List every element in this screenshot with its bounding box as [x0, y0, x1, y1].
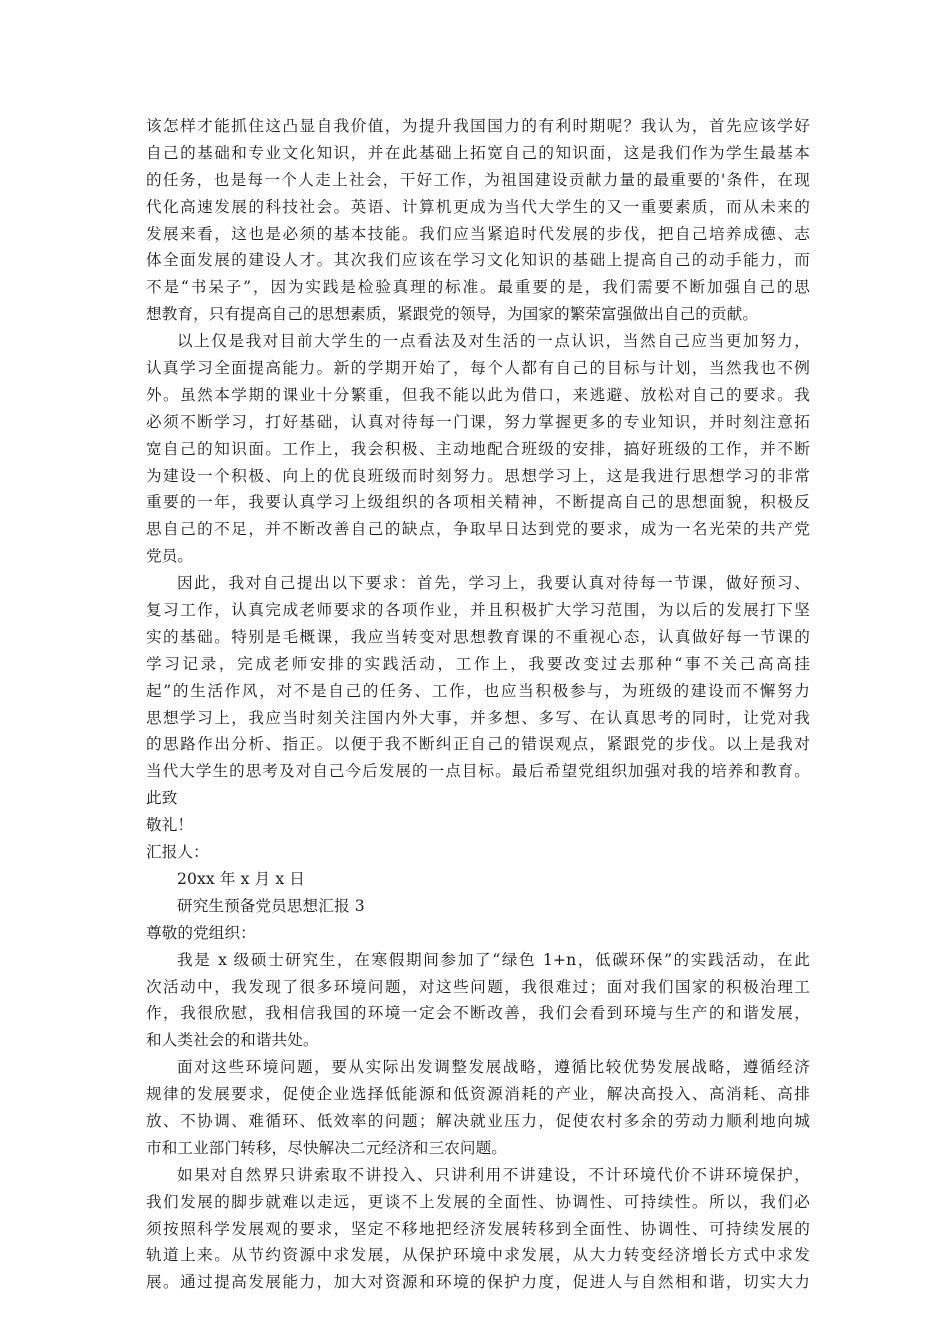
text-line: 认真学习全面提高能力。新的学期开始了，每个人都有自己的目标与计划，当然我也不例 — [146, 359, 810, 378]
text-line: 外。虽然本学期的课业十分繁重，但我不能以此为借口，来逃避、放松对自己的要求。我 — [146, 385, 810, 404]
text-line: 作，我很欣慰，我相信我国的环境一定会不断改善，我们会看到环境与生产的和谐发展， — [146, 1004, 810, 1023]
text-line: 次活动中，我发现了很多环境问题，对这些问题，我很难过；面对我们国家的积极治理工 — [146, 977, 810, 996]
text-line: 敬礼！ — [146, 816, 194, 835]
text-line: 不是“书呆子”，因为实践是检验真理的标准。最重要的是，我们需要不断加强自己的思 — [146, 278, 810, 297]
document-page — [146, 113, 810, 1296]
text-line: 轨道上来。从节约资源中求发展，从保护环境中求发展，从大力转变经济增长方式中求发 — [146, 1246, 810, 1265]
text-line: 宽自己的知识面。工作上，我会积极、主动地配合班级的安排，搞好班级的工作，并不断 — [146, 439, 810, 458]
text-line: 当代大学生的思考及对自己今后发展的一点目标。最后希望党组织加强对我的培养和教育。 — [146, 762, 810, 781]
text-line: 因此，我对自己提出以下要求：首先，学习上，我要认真对待每一节课，做好预习、 — [177, 574, 810, 593]
text-line: 尊敬的党组织： — [146, 923, 256, 942]
text-line: 以上仅是我对目前大学生的一点看法及对生活的一点认识，当然自己应当更加努力， — [177, 332, 810, 351]
text-line: 起”的生活作风，对不是自己的任务、工作，也应当积极参与，为班级的建设而不懈努力 — [146, 681, 810, 700]
text-line: 20xx 年 x 月 x 日 — [177, 869, 305, 888]
text-line: 和人类社会的和谐共处。 — [146, 1031, 319, 1050]
text-line: 的任务，也是每一个人走上社会，干好工作，为祖国建设贡献力量的最重要的'条件，在现 — [146, 170, 810, 189]
text-line: 我们发展的脚步就难以走远，更谈不上发展的全面性、协调性、可持续性。所以，我们必 — [146, 1192, 810, 1211]
text-line: 发展来看，这也是必须的基本技能。我们应当紧追时代发展的步伐，把自己培养成德、志 — [146, 224, 810, 243]
text-line: 的思路作出分析、指正。以便于我不断纠正自己的错误观点，紧跟党的步伐。以上是我对 — [146, 735, 810, 754]
text-line: 为建设一个积极、向上的优良班级而时刻努力。思想学习上，这是我进行思想学习的非常 — [146, 466, 810, 485]
text-line: 思自己的不足，并不断改善自己的缺点，争取早日达到党的要求，成为一名光荣的共产党 — [146, 520, 810, 539]
text-line: 面对这些环境问题，要从实际出发调整发展战略，遵循比较优势发展战略，遵循经济 — [177, 1058, 810, 1077]
text-line: 必须不断学习，打好基础，认真对待每一门课，努力掌握更多的专业知识，并时刻注意拓 — [146, 412, 810, 431]
text-line: 体全面发展的建设人才。其次我们应该在学习文化知识的基础上提高自己的动手能力，而 — [146, 251, 810, 270]
text-line: 想教育，只有提高自己的思想素质，紧跟党的领导，为国家的繁荣富强做出自己的贡献。 — [146, 305, 759, 324]
text-line: 重要的一年，我要认真学习上级组织的各项相关精神，不断提高自己的思想面貌，积极反 — [146, 493, 810, 512]
text-line: 此致 — [146, 789, 178, 808]
text-line: 须按照科学发展观的要求，坚定不移地把经济发展转移到全面性、协调性、可持续发展的 — [146, 1219, 810, 1238]
text-line: 研究生预备党员思想汇报 3 — [177, 896, 365, 915]
text-line: 实的基础。特别是毛概课，我应当转变对思想教育课的不重视心态，认真做好每一节课的 — [146, 627, 810, 646]
text-line: 汇报人： — [146, 843, 209, 862]
text-line: 我是 x 级硕士研究生，在寒假期间参加了“绿色 1+n，低碳环保”的实践活动，在此 — [177, 950, 810, 969]
text-line: 如果对自然界只讲索取不讲投入、只讲利用不讲建设，不计环境代价不讲环境保护， — [177, 1165, 810, 1184]
text-line: 代化高速发展的科技社会。英语、计算机更成为当代大学生的又一重要素质，而从未来的 — [146, 197, 810, 216]
text-line: 展。通过提高发展能力，加大对资源和环境的保护力度，促进人与自然相和谐，切实大力 — [146, 1273, 810, 1292]
text-line: 党员。 — [146, 547, 194, 566]
text-line: 该怎样才能抓住这凸显自我价值，为提升我国国力的有利时期呢？我认为，首先应该学好 — [146, 117, 810, 135]
text-line: 自己的基础和专业文化知识，并在此基础上拓宽自己的知识面，这是我们作为学生最基本 — [146, 143, 810, 162]
text-line: 放、不协调、难循环、低效率的问题；解决就业压力，促使农村多余的劳动力顺利地向城 — [146, 1111, 810, 1130]
text-line: 规律的发展要求，促使企业选择低能源和低资源消耗的产业，解决高投入、高消耗、高排 — [146, 1085, 810, 1104]
text-line: 思想学习上，我应当时刻关注国内外大事，并多想、多写、在认真思考的同时，让党对我 — [146, 708, 810, 727]
text-line: 市和工业部门转移，尽快解决二元经济和三农问题。 — [146, 1138, 507, 1157]
text-line: 学习记录，完成老师安排的实践活动，工作上，我要改变过去那种“事不关己高高挂 — [146, 654, 810, 673]
text-line: 复习工作，认真完成老师要求的各项作业，并且积极扩大学习范围，为以后的发展打下坚 — [146, 601, 810, 620]
